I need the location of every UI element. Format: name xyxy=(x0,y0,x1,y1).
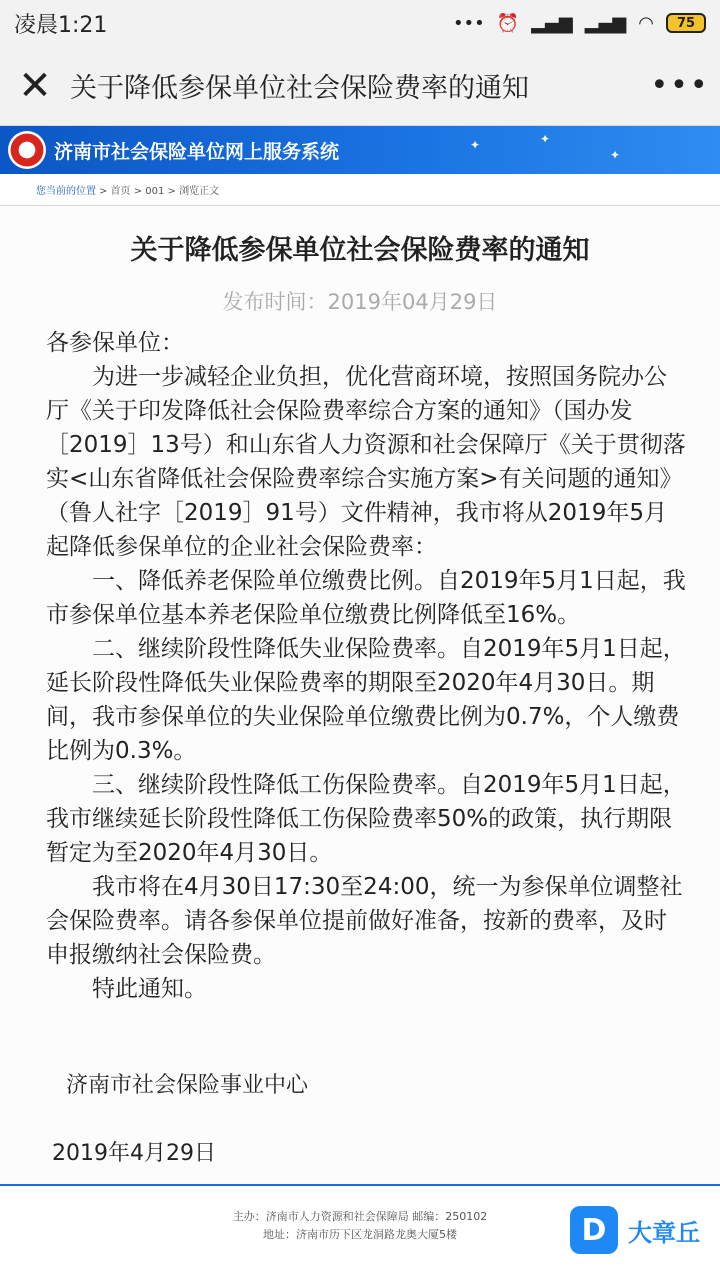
page-footer xyxy=(0,1184,720,1280)
system-name: 济南市社会保险单位网上服务系统 xyxy=(54,140,340,163)
publish-date: 发布时间：2019年04月29日 xyxy=(222,290,498,314)
watermark-logo-icon: D xyxy=(570,1206,618,1254)
signature: 济南市社会保险事业中心 xyxy=(66,1073,309,1098)
footer-address: 地址：济南市历下区龙洞路龙奥大厦5楼 xyxy=(263,1228,457,1241)
article-paragraph: 特此通知。 xyxy=(92,976,207,1002)
article-paragraph: 一、降低养老保险单位缴费比例。自2019年5月1日起，我市参保单位基本养老保险单位缴费比例降低至16%。 xyxy=(46,568,686,628)
alarm-icon: ⏰ xyxy=(496,12,520,34)
sparkle-icon: ✦ xyxy=(610,148,621,162)
wifi-icon: ◠ xyxy=(638,12,654,34)
breadcrumb-here-link[interactable]: 您当前的位置 xyxy=(36,186,96,197)
sparkle-icon: ✦ xyxy=(540,132,551,146)
salutation: 各参保单位： xyxy=(46,330,184,356)
status-icons xyxy=(453,13,706,34)
signature-date: 2019年4月29日 xyxy=(52,1141,216,1166)
sparkle-icon: ✦ xyxy=(470,138,481,152)
breadcrumb-path[interactable]: > 首页 > 001 > 浏览正文 xyxy=(99,186,220,197)
page-title: 关于降低参保单位社会保险费率的通知 xyxy=(70,73,529,104)
battery-icon: 75 xyxy=(666,13,706,33)
article-body xyxy=(46,326,686,1006)
watermark xyxy=(570,1206,700,1254)
more-options-button[interactable]: ••• xyxy=(650,68,710,103)
footer-sponsor: 主办：济南市人力资源和社会保障局 邮编：250102 xyxy=(232,1210,488,1223)
status-bar xyxy=(0,0,720,46)
breadcrumb xyxy=(0,174,720,206)
site-logo-icon xyxy=(8,131,46,169)
article-paragraph: 为进一步减轻企业负担，优化营商环境，按照国务院办公厅《关于印发降低社会保险费率综合方案的通知》（国办发［2019］13号）和山东省人力资源和社会保障厅《关于贯彻落实<山东省降低社会保险费率综合实施方案>有关问题的通知》（鲁人社字［2019］91号）文件精神，我市将从2019年5月起降低参保单位的企业社会保险费率： xyxy=(46,364,686,560)
signal-icon: ▂▄▆ xyxy=(531,12,573,34)
article-container xyxy=(0,206,720,1184)
site-banner xyxy=(0,126,720,174)
status-time: 凌晨1:21 xyxy=(14,12,108,38)
article-paragraph: 我市将在4月30日17:30至24:00，统一为参保单位调整社会保险费率。请各参保单位提前做好准备，按新的费率，及时申报缴纳社会保险费。 xyxy=(46,874,683,968)
article-title: 关于降低参保单位社会保险费率的通知 xyxy=(130,235,590,266)
close-button[interactable]: ✕ xyxy=(18,62,52,109)
top-nav-bar xyxy=(0,46,720,126)
article-paragraph: 三、继续阶段性降低工伤保险费率。自2019年5月1日起，我市继续延长阶段性降低工伤保险费率50%的政策，执行期限暂定为至2020年4月30日。 xyxy=(46,772,686,866)
signal-icon: ▂▄▆ xyxy=(584,12,627,34)
more-dots-icon: ••• xyxy=(452,12,485,34)
article-paragraph: 二、继续阶段性降低失业保险费率。自2019年5月1日起，延长阶段性降低失业保险费率的期限至2020年4月30日。期间，我市参保单位的失业保险单位缴费比例为0.7%，个人缴费比例为0.3%。 xyxy=(46,636,686,764)
watermark-text: 大章丘 xyxy=(628,1218,700,1247)
